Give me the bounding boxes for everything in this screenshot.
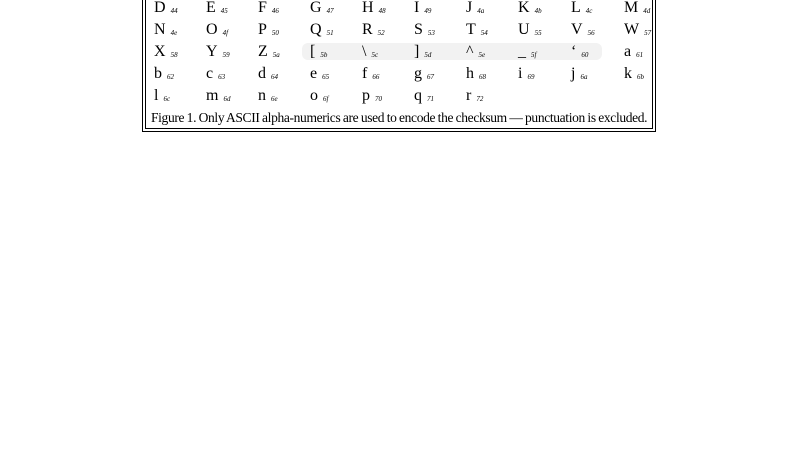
character-glyph: H bbox=[362, 0, 374, 16]
table-cell bbox=[310, 19, 362, 41]
hex-code: 50 bbox=[271, 29, 279, 37]
hex-code: 46 bbox=[271, 7, 279, 15]
table-cell bbox=[571, 19, 623, 41]
table-row bbox=[154, 63, 654, 85]
table-cell bbox=[624, 41, 676, 63]
table-cell bbox=[310, 63, 362, 85]
hex-code: 59 bbox=[222, 51, 230, 59]
hex-code: 45 bbox=[220, 7, 228, 15]
hex-code: 63 bbox=[218, 73, 226, 81]
character-glyph: k bbox=[624, 65, 632, 82]
hex-code: 6d bbox=[223, 95, 231, 103]
hex-code: 67 bbox=[427, 73, 434, 81]
table-cell bbox=[362, 19, 414, 41]
character-glyph: e bbox=[310, 65, 318, 82]
character-glyph: c bbox=[206, 65, 214, 82]
character-glyph: R bbox=[362, 21, 373, 38]
table-cell bbox=[466, 0, 518, 19]
character-glyph: F bbox=[258, 0, 267, 16]
table-cell bbox=[362, 85, 414, 107]
hex-code: 57 bbox=[644, 29, 652, 37]
character-glyph: S bbox=[414, 21, 423, 38]
table-cell bbox=[206, 0, 258, 19]
figure-caption: Figure 1. Only ASCII alpha-numerics are used to encode the checksum — punctuation is excluded. bbox=[151, 110, 648, 125]
character-glyph: W bbox=[624, 21, 640, 38]
table-cell bbox=[310, 41, 362, 63]
ascii-table bbox=[154, 0, 654, 107]
hex-code: 4f bbox=[222, 29, 229, 37]
hex-code: 44 bbox=[170, 7, 178, 15]
table-cell bbox=[258, 85, 310, 107]
hex-code: 4b bbox=[534, 7, 542, 15]
table-cell bbox=[414, 19, 466, 41]
character-glyph: a bbox=[624, 43, 632, 60]
table-cell bbox=[466, 41, 518, 63]
table-cell bbox=[624, 0, 676, 19]
hex-code: 5b bbox=[320, 51, 328, 59]
hex-code: 53 bbox=[427, 29, 435, 37]
hex-code: 54 bbox=[480, 29, 488, 37]
table-cell bbox=[362, 63, 414, 85]
table-cell bbox=[154, 0, 206, 19]
hex-code: 47 bbox=[326, 7, 334, 15]
table-cell bbox=[571, 41, 623, 63]
hex-code: 64 bbox=[271, 73, 278, 81]
table-cell bbox=[624, 19, 676, 41]
table-cell bbox=[258, 0, 310, 19]
hex-code: 4d bbox=[643, 7, 651, 15]
character-glyph: Y bbox=[206, 43, 218, 60]
character-glyph: h bbox=[466, 65, 474, 82]
table-cell bbox=[466, 63, 518, 85]
hex-code: 6e bbox=[271, 95, 278, 103]
hex-code: 49 bbox=[424, 7, 432, 15]
table-cell bbox=[154, 63, 206, 85]
hex-code: 65 bbox=[322, 73, 330, 81]
character-glyph: _ bbox=[518, 43, 526, 60]
hex-code: 56 bbox=[587, 29, 595, 37]
hex-code: 4c bbox=[585, 7, 593, 15]
character-glyph: M bbox=[624, 0, 639, 16]
hex-code: 5d bbox=[424, 51, 432, 59]
hex-code: 51 bbox=[326, 29, 334, 37]
table-cell bbox=[258, 41, 310, 63]
hex-code: 6c bbox=[163, 95, 171, 103]
table-row bbox=[154, 41, 654, 63]
hex-code: 62 bbox=[167, 73, 174, 81]
hex-code: 68 bbox=[479, 73, 486, 81]
table-cell bbox=[571, 0, 623, 19]
character-glyph: d bbox=[258, 65, 266, 82]
character-glyph: j bbox=[571, 65, 576, 82]
table-cell bbox=[206, 85, 258, 107]
hex-code: 6b bbox=[637, 73, 644, 81]
character-glyph: Z bbox=[258, 43, 268, 60]
character-glyph: I bbox=[414, 0, 420, 16]
character-glyph: P bbox=[258, 21, 267, 38]
hex-code: 5f bbox=[531, 51, 537, 59]
table-cell bbox=[518, 63, 570, 85]
hex-code: 52 bbox=[377, 29, 385, 37]
table-cell bbox=[466, 85, 518, 107]
character-glyph: E bbox=[206, 0, 216, 16]
table-cell bbox=[310, 0, 362, 19]
table-cell bbox=[571, 63, 623, 85]
table-cell bbox=[154, 19, 206, 41]
character-glyph: f bbox=[362, 65, 368, 82]
character-glyph: o bbox=[310, 87, 318, 104]
character-glyph: p bbox=[362, 87, 370, 104]
character-glyph: L bbox=[571, 0, 581, 16]
table-cell bbox=[362, 41, 414, 63]
hex-code: 6f bbox=[323, 95, 329, 103]
character-glyph: r bbox=[466, 87, 472, 104]
character-glyph: q bbox=[414, 87, 422, 104]
table-cell bbox=[414, 41, 466, 63]
character-glyph: X bbox=[154, 43, 166, 60]
character-glyph: i bbox=[518, 65, 523, 82]
table-row bbox=[154, 85, 654, 107]
table-cell bbox=[258, 63, 310, 85]
character-glyph: ^ bbox=[466, 43, 474, 60]
character-glyph: ‘ bbox=[571, 43, 577, 60]
character-glyph: O bbox=[206, 21, 218, 38]
hex-code: 66 bbox=[372, 73, 380, 81]
table-row bbox=[154, 0, 654, 19]
table-cell bbox=[362, 0, 414, 19]
table-cell bbox=[258, 19, 310, 41]
table-cell bbox=[154, 85, 206, 107]
character-glyph: D bbox=[154, 0, 166, 16]
character-glyph: K bbox=[518, 0, 530, 16]
character-glyph: U bbox=[518, 21, 530, 38]
table-cell bbox=[518, 41, 570, 63]
hex-code: 58 bbox=[170, 51, 178, 59]
character-glyph: b bbox=[154, 65, 162, 82]
hex-code: 6a bbox=[580, 73, 588, 81]
hex-code: 5c bbox=[371, 51, 379, 59]
character-glyph: ] bbox=[414, 43, 420, 60]
table-cell bbox=[206, 63, 258, 85]
table-row bbox=[154, 19, 654, 41]
table-cell bbox=[310, 85, 362, 107]
table-cell bbox=[206, 19, 258, 41]
character-glyph: J bbox=[466, 0, 473, 16]
table-cell bbox=[518, 19, 570, 41]
character-glyph: n bbox=[258, 87, 266, 104]
hex-code: 5e bbox=[478, 51, 486, 59]
hex-code: 69 bbox=[527, 73, 535, 81]
character-glyph: N bbox=[154, 21, 166, 38]
table-cell bbox=[154, 41, 206, 63]
character-glyph: \ bbox=[362, 43, 367, 60]
hex-code: 55 bbox=[534, 29, 542, 37]
table-cell bbox=[414, 0, 466, 19]
character-glyph: G bbox=[310, 0, 322, 16]
table-cell bbox=[414, 63, 466, 85]
hex-code: 60 bbox=[581, 51, 589, 59]
character-glyph: g bbox=[414, 65, 422, 82]
hex-code: 72 bbox=[476, 95, 484, 103]
character-glyph: l bbox=[154, 87, 159, 104]
hex-code: 70 bbox=[375, 95, 382, 103]
character-glyph: V bbox=[571, 21, 583, 38]
hex-code: 71 bbox=[427, 95, 434, 103]
table-cell bbox=[466, 19, 518, 41]
hex-code: 4e bbox=[170, 29, 178, 37]
character-glyph: [ bbox=[310, 43, 316, 60]
hex-code: 5a bbox=[272, 51, 280, 59]
table-cell bbox=[518, 0, 570, 19]
hex-code: 61 bbox=[636, 51, 644, 59]
character-glyph: Q bbox=[310, 21, 322, 38]
hex-code: 4a bbox=[477, 7, 485, 15]
table-cell bbox=[414, 85, 466, 107]
character-glyph: m bbox=[206, 87, 219, 104]
table-cell bbox=[206, 41, 258, 63]
hex-code: 48 bbox=[378, 7, 386, 15]
character-glyph: T bbox=[466, 21, 476, 38]
table-cell bbox=[624, 63, 676, 85]
